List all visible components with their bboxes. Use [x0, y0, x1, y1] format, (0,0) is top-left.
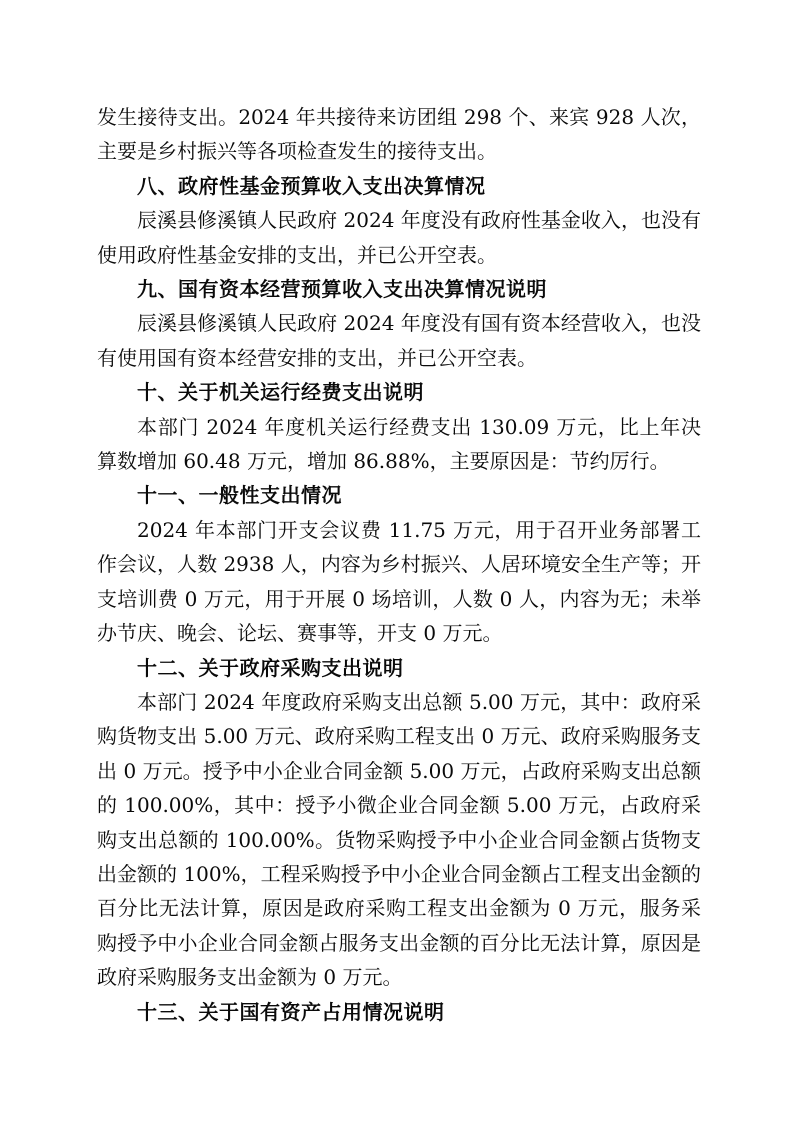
section-heading: 十三、关于国有资产占用情况说明 [137, 999, 445, 1024]
document-body [97, 100, 701, 1029]
section-heading: 九、国有资本经营预算收入支出决算情况说明 [137, 277, 547, 302]
section-heading: 十、关于机关运行经费支出说明 [137, 380, 424, 405]
section-heading: 十一、一般性支出情况 [137, 483, 342, 508]
paragraph: 发生接待支出。2024 年共接待来访团组 298 个、来宾 928 人次，主要是乡村振兴等各项检查发生的接待支出。 [97, 105, 701, 164]
paragraph: 辰溪县修溪镇人民政府 2024 年度没有政府性基金收入，也没有使用政府性基金安排的支出，并已公开空表。 [97, 208, 701, 267]
paragraph: 本部门 2024 年度政府采购支出总额 5.00 万元，其中：政府采购货物支出 5.00 万元、政府采购工程支出 0 万元、政府采购服务支出 0 万元。授予中小企业合同金额 5.00 万元，占政府采购支出总额的 100.00%，其中：授予小微企业合同金额 5.00 万元，占政府采购支出总额的 100.00%。货物采购授予中小企业合同金额占货物支出金额的 100%，工程采购授予中小企业合同金额占工程支出金额的百分比无法计算，原因是政府采购工程支出金额为 0 万元，服务采购授予中小企业合同金额占服务支出金额的百分比无法计算，原因是政府采购服务支出金额为 0 万元。 [97, 689, 701, 990]
section-heading: 八、政府性基金预算收入支出决算情况 [137, 173, 486, 198]
paragraph: 本部门 2024 年度机关运行经费支出 130.09 万元，比上年决算数增加 60.48 万元，增加 86.88%，主要原因是：节约厉行。 [97, 414, 701, 474]
section-heading: 十二、关于政府采购支出说明 [137, 655, 404, 680]
paragraph: 辰溪县修溪镇人民政府 2024 年度没有国有资本经营收入，也没有使用国有资本经营安排的支出，并已公开空表。 [97, 311, 701, 370]
paragraph: 2024 年本部门开支会议费 11.75 万元，用于召开业务部署工作会议，人数 2938 人，内容为乡村振兴、人居环境安全生产等；开支培训费 0 万元，用于开展 0 场培训，人数 0 人，内容为无；未举办节庆、晚会、论坛、赛事等，开支 0 万元。 [97, 517, 701, 646]
